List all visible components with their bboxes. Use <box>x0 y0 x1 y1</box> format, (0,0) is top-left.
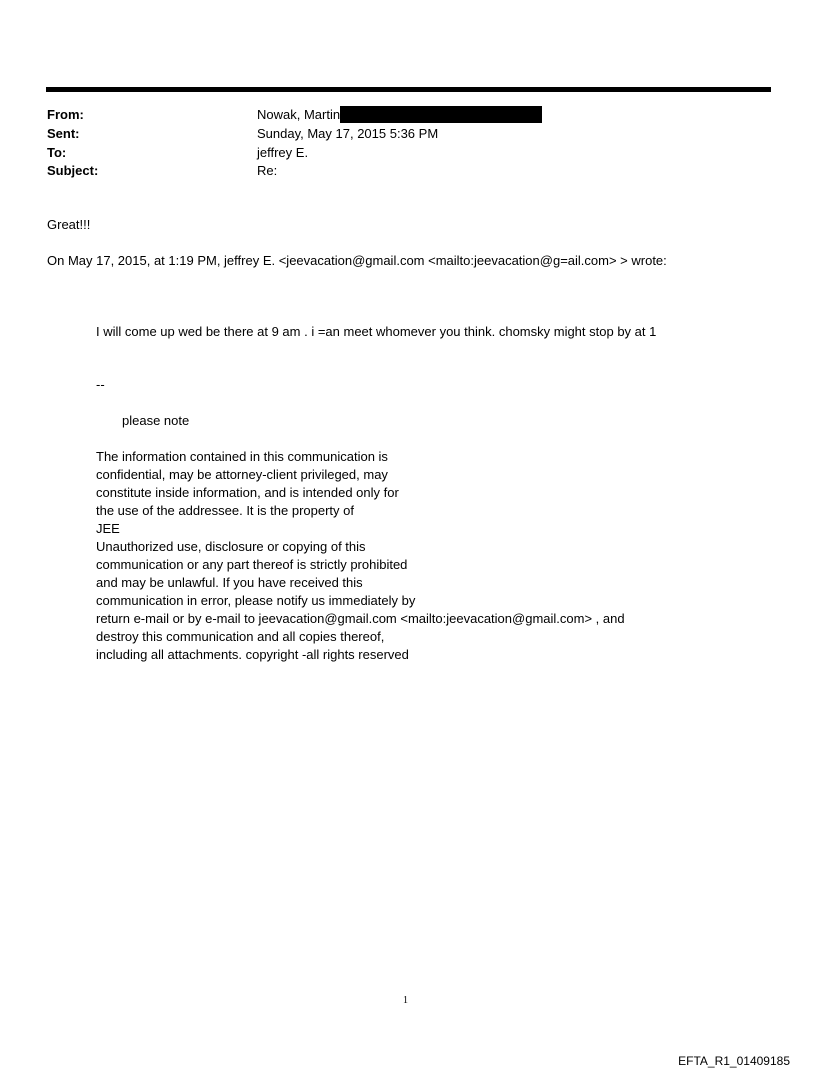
quoted-message: I will come up wed be there at 9 am . i =an meet whomever you think. chomsky might stop by at 1 <box>96 324 657 339</box>
subject-label: Subject: <box>47 163 99 178</box>
to-row <box>47 144 767 162</box>
disclaimer-line: return e-mail or by e-mail to jeevacation@gmail.com <mailto:jeevacation@gmail.com> , and <box>96 611 625 626</box>
disclaimer-line: communication in error, please notify us immediately by <box>96 593 416 608</box>
to-value: jeffrey E. <box>257 145 309 160</box>
disclaimer-line: JEE <box>96 521 120 536</box>
disclaimer-line: destroy this communication and all copies thereof, <box>96 629 385 644</box>
please-note: please note <box>122 413 190 428</box>
subject-row <box>47 162 767 180</box>
from-value <box>257 106 542 124</box>
quote-intro: On May 17, 2015, at 1:19 PM, jeffrey E. <jeevacation@gmail.com <mailto:jeevacation@g=ail.com> > wrote: <box>47 253 667 268</box>
document-id: EFTA_R1_01409185 <box>678 1054 790 1068</box>
disclaimer-line: the use of the addressee. It is the property of <box>96 503 354 518</box>
disclaimer-line: constitute inside information, and is intended only for <box>96 485 399 500</box>
from-name: Nowak, Martin <box>257 107 341 122</box>
disclaimer-line: communication or any part thereof is strictly prohibited <box>96 557 408 572</box>
subject-value: Re: <box>257 163 278 178</box>
disclaimer-line: Unauthorized use, disclosure or copying of this <box>96 539 366 554</box>
sent-label: Sent: <box>47 126 80 141</box>
redaction-block <box>340 106 542 123</box>
sent-row <box>47 125 767 143</box>
sent-value: Sunday, May 17, 2015 5:36 PM <box>257 126 439 141</box>
header-divider <box>46 87 771 92</box>
page-number: 1 <box>403 995 408 1006</box>
signature-separator: -- <box>96 377 105 392</box>
disclaimer-line: The information contained in this communication is <box>96 449 388 464</box>
to-label: To: <box>47 145 67 160</box>
disclaimer-line: and may be unlawful. If you have received this <box>96 575 363 590</box>
disclaimer-line: including all attachments. copyright -all rights reserved <box>96 647 409 662</box>
disclaimer-line: confidential, may be attorney-client privileged, may <box>96 467 388 482</box>
from-label: From: <box>47 107 84 122</box>
from-row <box>47 106 767 124</box>
reply-text: Great!!! <box>47 217 91 232</box>
